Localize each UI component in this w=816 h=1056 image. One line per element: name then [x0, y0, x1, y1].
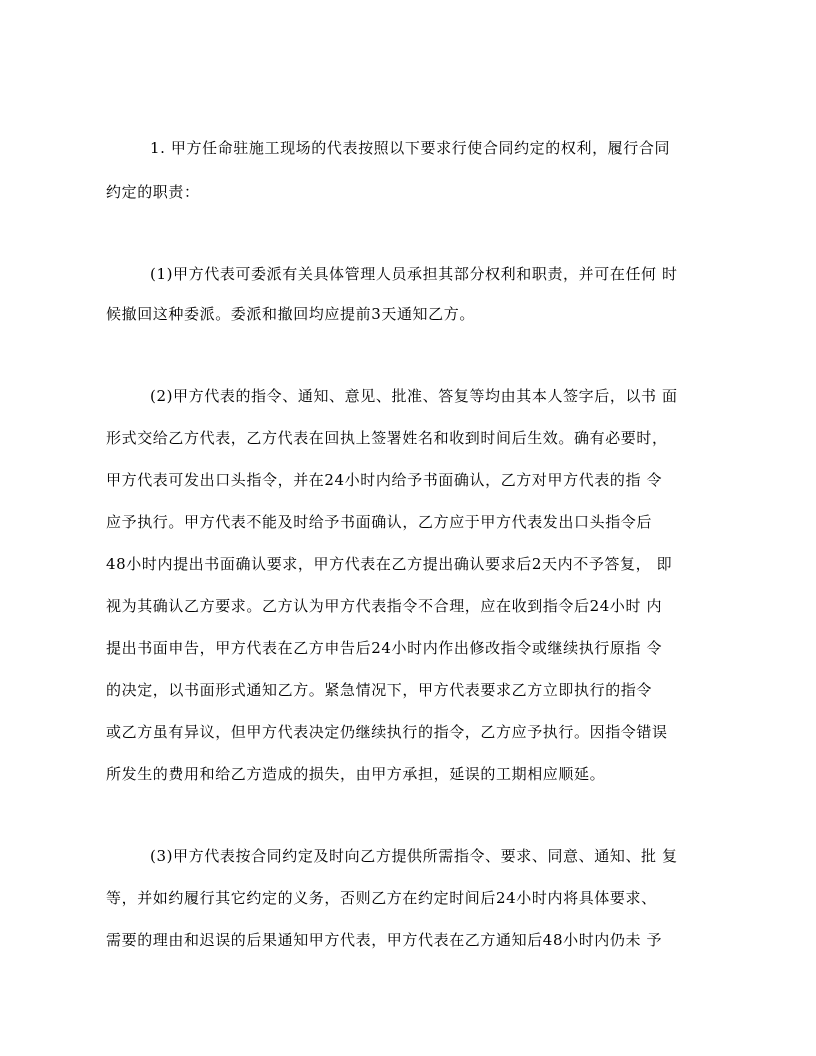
- paragraph-3-line-1: (2)甲方代表的指令、通知、意见、批准、答复等均由其本人签字后，以书 面: [150, 387, 678, 405]
- paragraph-3-line-2: 形式交给乙方代表，乙方代表在回执上签署姓名和收到时间后生效。确有必要时，: [106, 429, 668, 447]
- paragraph-3-line-8: 的决定，以书面形式通知乙方。紧急情况下，甲方代表要求乙方立即执行的指令: [106, 681, 653, 699]
- paragraph-1-line-1: 1. 甲方任命驻施工现场的代表按照以下要求行使合同约定的权利，履行合同: [150, 139, 671, 157]
- paragraph-2-line-1: (1)甲方代表可委派有关具体管理人员承担其部分权利和职责，并可在任何 时: [150, 265, 678, 283]
- paragraph-3-line-5: 48小时内提出书面确认要求，甲方代表在乙方提出确认要求后2天内不予答复， 即: [106, 555, 673, 573]
- paragraph-4-line-3: 需要的理由和迟误的后果通知甲方代表，甲方代表在乙方通知后48小时内仍未 予: [106, 931, 663, 949]
- paragraph-3-line-7: 提出书面申告，甲方代表在乙方申告后24小时内作出修改指令或继续执行原指 令: [106, 639, 663, 657]
- paragraph-3-line-9: 或乙方虽有异议，但甲方代表决定仍继续执行的指令，乙方应予执行。因指令错误: [106, 723, 668, 741]
- paragraph-3-line-6: 视为其确认乙方要求。乙方认为甲方代表指令不合理，应在收到指令后24小时 内: [106, 597, 663, 615]
- paragraph-2-line-2: 候撤回这种委派。委派和撤回均应提前3天通知乙方。: [106, 305, 475, 323]
- paragraph-4-line-2: 等，并如约履行其它约定的义务，否则乙方在约定时间后24小时内将具体要求、: [106, 889, 657, 907]
- paragraph-3-line-4: 应予执行。甲方代表不能及时给予书面确认，乙方应于甲方代表发出口头指令后: [106, 513, 653, 531]
- paragraph-1-line-2: 约定的职责：: [106, 183, 200, 201]
- paragraph-3-line-3: 甲方代表可发出口头指令，并在24小时内给予书面确认，乙方对甲方代表的指 令: [106, 471, 663, 489]
- paragraph-3-line-10: 所发生的费用和给乙方造成的损失，由甲方承担，延误的工期相应顺延。: [106, 765, 606, 783]
- paragraph-4-line-1: (3)甲方代表按合同约定及时向乙方提供所需指令、要求、同意、通知、批 复: [150, 847, 678, 865]
